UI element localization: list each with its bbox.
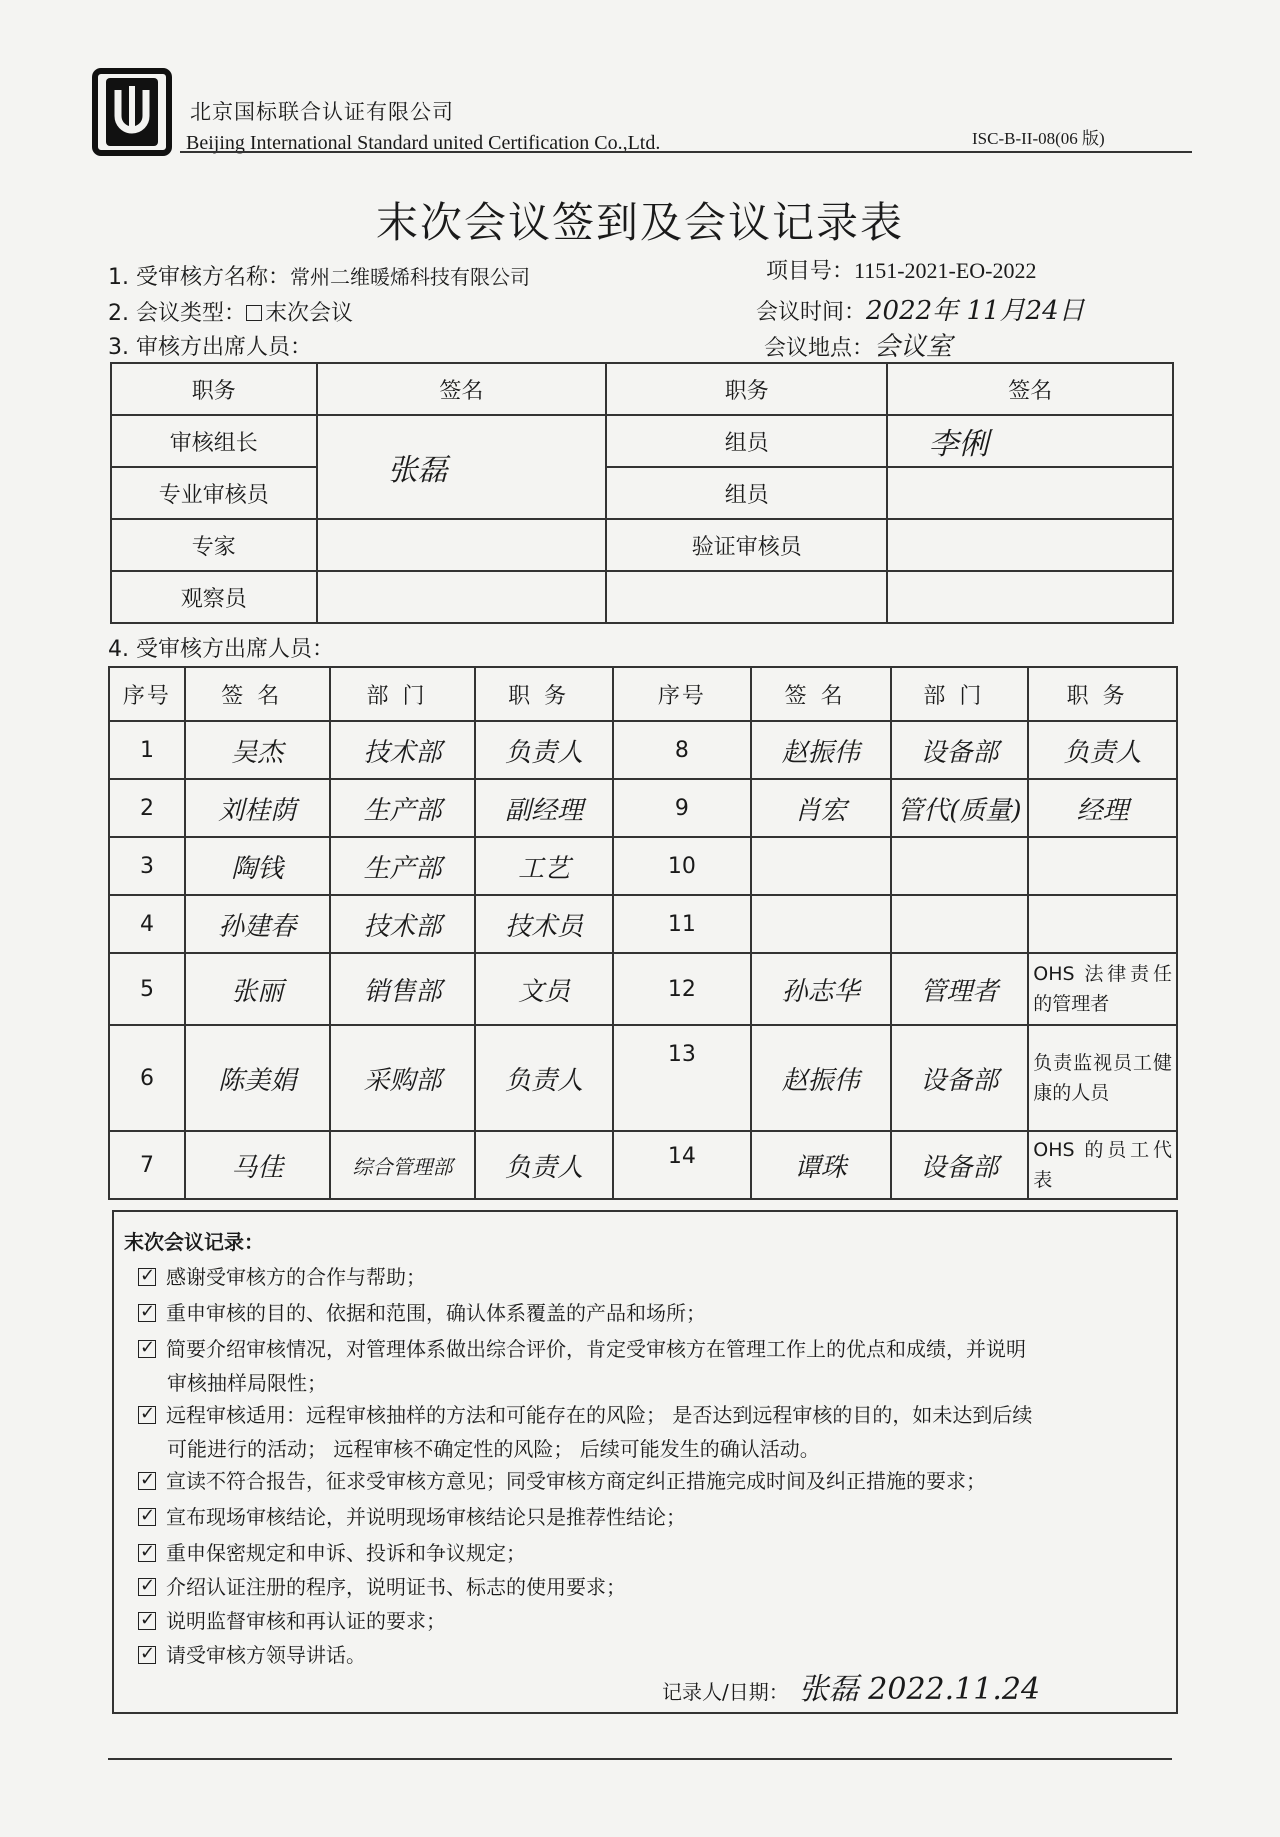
record-item (138, 1332, 1158, 1400)
meeting-time-line (756, 290, 1085, 327)
seq-cell: 13 (613, 1025, 751, 1131)
seq-cell: 3 (109, 837, 185, 895)
seq-cell: 10 (613, 837, 751, 895)
department-cell: 采购部 (330, 1025, 476, 1131)
record-item (138, 1464, 1158, 1498)
signature-cell (751, 895, 891, 953)
seq-cell: 2 (109, 779, 185, 837)
table-row (111, 415, 1173, 467)
signature-cell: 赵振伟 (751, 1025, 891, 1131)
column-header: 部门 (330, 667, 476, 721)
record-item (138, 1536, 1158, 1570)
signature-cell: 赵振伟 (751, 721, 891, 779)
seq-cell: 12 (613, 953, 751, 1025)
table-row (111, 467, 1173, 519)
department-cell: 技术部 (330, 721, 476, 779)
department-cell: 技术部 (330, 895, 476, 953)
column-header: 签名 (317, 363, 607, 415)
table-row (109, 721, 1177, 779)
company-name-en: Beijing International Standard united Certification Co.,Ltd. (186, 132, 661, 154)
record-item (138, 1604, 1158, 1638)
column-header: 职务 (475, 667, 613, 721)
checkbox-checked-icon (138, 1578, 156, 1596)
record-item-text: 宣读不符合报告，征求受审核方意见；同受审核方商定纠正措施完成时间及纠正措施的要求； (166, 1469, 986, 1493)
department-cell: 管理者 (891, 953, 1029, 1025)
record-item-continuation: 审核抽样局限性； (167, 1371, 327, 1395)
record-item-text: 远程审核适用：远程审核抽样的方法和可能存在的风险； 是否达到远程审核的目的，如未达到后续 (166, 1403, 1033, 1427)
signature-cell: 陶钱 (185, 837, 330, 895)
role-cell: 专业审核员 (111, 467, 317, 519)
column-header: 签名 (751, 667, 891, 721)
meeting-time-label: 会议时间： (756, 300, 867, 325)
seq-cell: 14 (613, 1131, 751, 1199)
table-row (111, 519, 1173, 571)
document-code: ISC-B-II-08(06 版) (972, 129, 1105, 148)
meeting-type-checkbox (246, 305, 262, 321)
meeting-type-label: 2. 会议类型： (108, 301, 246, 326)
role-cell (606, 571, 887, 623)
table-row (109, 953, 1177, 1025)
checkbox-checked-icon (138, 1646, 156, 1664)
role-cell: 审核组长 (111, 415, 317, 467)
column-header: 职务 (606, 363, 887, 415)
role-cell: 验证审核员 (606, 519, 887, 571)
meeting-record-box (112, 1210, 1178, 1714)
record-item (138, 1398, 1158, 1466)
meeting-type-line (108, 296, 353, 327)
table-header-row (111, 363, 1173, 415)
recorder-signature: 张磊 2022.11.24 (798, 1672, 1041, 1707)
signature-cell: 陈美娟 (185, 1025, 330, 1131)
signature-cell (317, 519, 607, 571)
project-number-value: 1151-2021-EO-2022 (854, 258, 1037, 283)
auditee-name-value: 常州二维暖烯科技有限公司 (289, 265, 530, 289)
header-divider (180, 151, 1192, 153)
project-number-line (766, 254, 1037, 285)
signature-cell: 孙志华 (751, 953, 891, 1025)
department-cell: 综合管理部 (330, 1131, 476, 1199)
department-cell (891, 895, 1029, 953)
meeting-type-value: 末次会议 (264, 301, 353, 326)
seq-cell: 8 (613, 721, 751, 779)
column-header: 签名 (185, 667, 330, 721)
signature-cell: 刘桂荫 (185, 779, 330, 837)
position-cell: 负责人 (475, 1131, 613, 1199)
signature-cell (317, 571, 607, 623)
seq-cell: 7 (109, 1131, 185, 1199)
position-cell (1028, 837, 1177, 895)
column-header: 序号 (613, 667, 751, 721)
record-item-text: 重申保密规定和申诉、投诉和争议规定； (166, 1541, 526, 1565)
seq-cell: 1 (109, 721, 185, 779)
signature-cell: 肖宏 (751, 779, 891, 837)
checkbox-checked-icon (138, 1340, 156, 1358)
department-cell: 生产部 (330, 837, 476, 895)
record-item-text: 介绍认证注册的程序，说明证书、标志的使用要求； (166, 1575, 626, 1599)
position-cell: 工艺 (475, 837, 613, 895)
department-cell: 销售部 (330, 953, 476, 1025)
meeting-location-value: 会议室 (874, 332, 953, 362)
checkbox-checked-icon (138, 1612, 156, 1630)
record-item-text: 重申审核的目的、依据和范围，确认体系覆盖的产品和场所； (166, 1301, 706, 1325)
seq-cell: 5 (109, 953, 185, 1025)
record-item-continuation: 可能进行的活动； 远程审核不确定性的风险； 后续可能发生的确认活动。 (167, 1437, 820, 1461)
column-header: 签名 (887, 363, 1173, 415)
position-cell: 副经理 (475, 779, 613, 837)
company-logo-icon (92, 68, 172, 156)
position-cell: 文员 (475, 953, 613, 1025)
record-item (138, 1296, 1158, 1330)
signature-cell: 马佳 (185, 1131, 330, 1199)
seq-cell: 9 (613, 779, 751, 837)
role-cell: 观察员 (111, 571, 317, 623)
position-cell: 负责监视员工健康的人员 (1028, 1025, 1177, 1131)
signature-cell: 吴杰 (185, 721, 330, 779)
meeting-time-value: 2022年 11月24日 (866, 296, 1085, 326)
record-item-text: 宣布现场审核结论，并说明现场审核结论只是推荐性结论； (166, 1505, 686, 1529)
signature-cell (887, 467, 1173, 519)
checkbox-checked-icon (138, 1268, 156, 1286)
signature-cell: 张磊 (317, 415, 607, 519)
department-cell (891, 837, 1029, 895)
table-row (109, 895, 1177, 953)
position-cell (1028, 895, 1177, 953)
department-cell: 设备部 (891, 721, 1029, 779)
signature-cell: 孙建春 (185, 895, 330, 953)
checkbox-checked-icon (138, 1508, 156, 1526)
auditor-attendees-heading: 3. 审核方出席人员： (108, 335, 312, 360)
auditee-name-line (108, 260, 530, 291)
checkbox-checked-icon (138, 1406, 156, 1424)
column-header: 职务 (111, 363, 317, 415)
signature-cell: 谭珠 (751, 1131, 891, 1199)
position-cell: 经理 (1028, 779, 1177, 837)
column-header: 部门 (891, 667, 1029, 721)
column-header: 职务 (1028, 667, 1177, 721)
record-item-text: 简要介绍审核情况，对管理体系做出综合评价，肯定受审核方在管理工作上的优点和成绩，并说明 (166, 1337, 1026, 1361)
record-title: 末次会议记录： (124, 1230, 264, 1254)
table-row (111, 571, 1173, 623)
auditee-attendees-heading: 4. 受审核方出席人员： (108, 637, 334, 662)
department-cell: 生产部 (330, 779, 476, 837)
auditor-attendance-table (110, 362, 1174, 624)
position-cell: 负责人 (475, 721, 613, 779)
record-item-text: 请受审核方领导讲话。 (166, 1643, 366, 1667)
record-item (138, 1500, 1158, 1534)
page-title: 末次会议签到及会议记录表 (375, 198, 904, 247)
table-header-row (109, 667, 1177, 721)
auditee-attendance-table (108, 666, 1178, 1200)
position-cell: 负责人 (475, 1025, 613, 1131)
meeting-location-label: 会议地点： (764, 336, 875, 361)
signature-cell: 李俐 (887, 415, 1173, 467)
table-row (109, 1025, 1177, 1131)
seq-cell: 4 (109, 895, 185, 953)
signature-cell (887, 519, 1173, 571)
table-row (109, 1131, 1177, 1199)
department-cell: 设备部 (891, 1025, 1029, 1131)
department-cell: 管代(质量) (891, 779, 1029, 837)
signature-cell (751, 837, 891, 895)
company-name-cn: 北京国标联合认证有限公司 (190, 100, 454, 124)
project-number-label: 项目号： (766, 259, 855, 284)
table-row (109, 779, 1177, 837)
record-item (138, 1570, 1158, 1604)
recorder-label: 记录人/日期： (662, 1680, 789, 1704)
seq-cell: 6 (109, 1025, 185, 1131)
checkbox-checked-icon (138, 1472, 156, 1490)
position-cell: OHS 法律责任的管理者 (1028, 953, 1177, 1025)
position-cell: 技术员 (475, 895, 613, 953)
record-item-text: 感谢受审核方的合作与帮助； (166, 1265, 426, 1289)
column-header: 序号 (109, 667, 185, 721)
signature-cell: 张丽 (185, 953, 330, 1025)
signature-cell (887, 571, 1173, 623)
footer-divider (108, 1758, 1172, 1760)
position-cell: OHS 的员工代表 (1028, 1131, 1177, 1199)
table-row (109, 837, 1177, 895)
role-cell: 组员 (606, 467, 887, 519)
record-item-text: 说明监督审核和再认证的要求； (166, 1609, 446, 1633)
role-cell: 组员 (606, 415, 887, 467)
checkbox-checked-icon (138, 1544, 156, 1562)
seq-cell: 11 (613, 895, 751, 953)
auditee-name-label: 1. 受审核方名称： (108, 265, 290, 290)
recorder-line (662, 1664, 1040, 1708)
position-cell: 负责人 (1028, 721, 1177, 779)
department-cell: 设备部 (891, 1131, 1029, 1199)
record-item (138, 1260, 1158, 1294)
meeting-location-line (764, 326, 952, 363)
checkbox-checked-icon (138, 1304, 156, 1322)
role-cell: 专家 (111, 519, 317, 571)
